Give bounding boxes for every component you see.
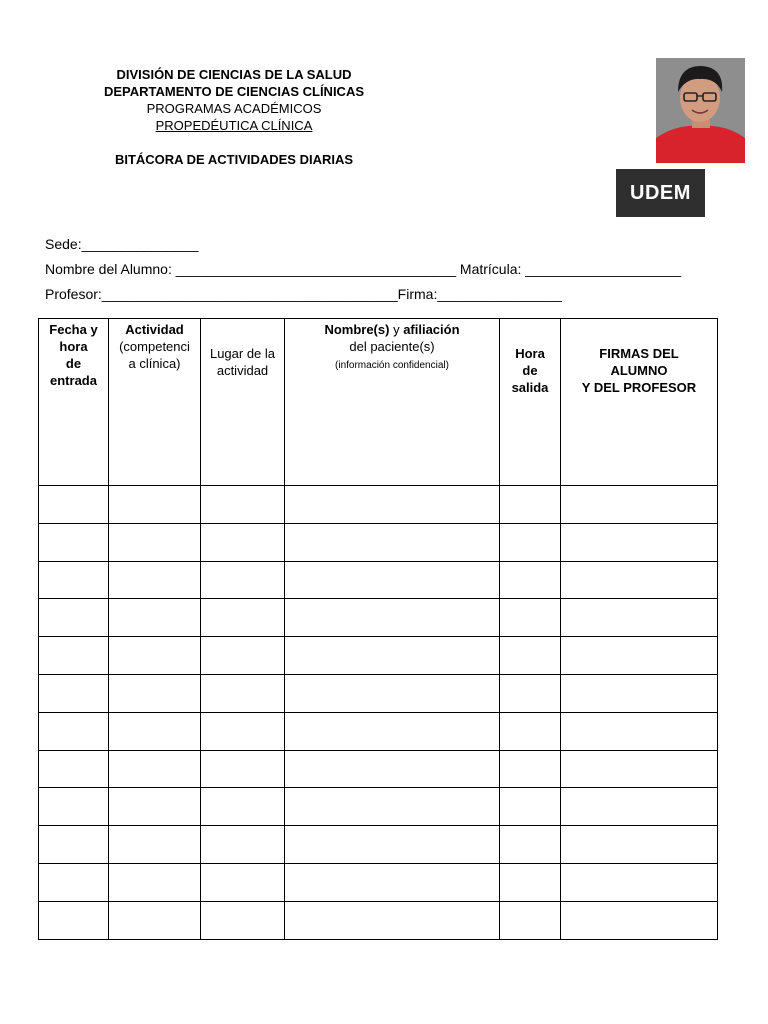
log-title: BITÁCORA DE ACTIVIDADES DIARIAS <box>114 152 354 167</box>
table-row <box>39 788 718 826</box>
cell-nombre[interactable] <box>285 901 500 939</box>
cell-hora-salida[interactable] <box>500 750 561 788</box>
cell-nombre[interactable] <box>285 599 500 637</box>
col-header-nombre-l1 <box>285 321 499 338</box>
cell-fecha[interactable] <box>39 637 109 675</box>
sede-field[interactable]: Sede:_______________ <box>45 236 199 252</box>
col-header-actividad <box>109 319 201 486</box>
cell-firmas[interactable] <box>561 674 718 712</box>
cell-hora-salida[interactable] <box>500 788 561 826</box>
cell-actividad[interactable] <box>109 863 201 901</box>
cell-hora-salida[interactable] <box>500 599 561 637</box>
col-header-nombre-l2: del paciente(s) <box>349 339 435 354</box>
table-row <box>39 826 718 864</box>
cell-lugar[interactable] <box>201 712 285 750</box>
udem-logo: UDEM <box>616 169 705 217</box>
cell-fecha[interactable] <box>39 826 109 864</box>
cell-lugar[interactable] <box>201 637 285 675</box>
col-header-nombre-bold1: Nombre(s) <box>324 322 390 337</box>
cell-hora-salida[interactable] <box>500 561 561 599</box>
cell-lugar[interactable] <box>201 561 285 599</box>
table-row <box>39 750 718 788</box>
cell-fecha[interactable] <box>39 750 109 788</box>
table-row <box>39 863 718 901</box>
cell-firmas[interactable] <box>561 826 718 864</box>
cell-actividad[interactable] <box>109 674 201 712</box>
cell-firmas[interactable] <box>561 486 718 524</box>
col-header-firmas-l3: Y DEL PROFESOR <box>581 380 697 395</box>
student-portrait-icon <box>656 58 745 163</box>
col-header-nombre-mid: y <box>389 322 404 337</box>
cell-lugar[interactable] <box>201 826 285 864</box>
col-header-lugar <box>201 319 285 486</box>
cell-hora-salida[interactable] <box>500 863 561 901</box>
cell-lugar[interactable] <box>201 599 285 637</box>
cell-nombre[interactable] <box>285 561 500 599</box>
cell-lugar[interactable] <box>201 486 285 524</box>
col-header-lugar-l1: Lugar de la <box>209 346 276 361</box>
cell-actividad[interactable] <box>109 486 201 524</box>
cell-lugar[interactable] <box>201 863 285 901</box>
cell-hora-salida[interactable] <box>500 523 561 561</box>
cell-lugar[interactable] <box>201 901 285 939</box>
col-header-firmas-l1: FIRMAS DEL <box>599 346 679 361</box>
table-header-row <box>39 319 718 486</box>
cell-fecha[interactable] <box>39 863 109 901</box>
student-photo <box>656 58 745 163</box>
cell-fecha[interactable] <box>39 599 109 637</box>
col-header-nombre-note: (información confidencial) <box>335 360 449 371</box>
cell-actividad[interactable] <box>109 712 201 750</box>
col-header-actividad-l1: Actividad <box>125 322 184 337</box>
cell-hora-salida[interactable] <box>500 674 561 712</box>
cell-firmas[interactable] <box>561 637 718 675</box>
cell-nombre[interactable] <box>285 486 500 524</box>
table-row <box>39 523 718 561</box>
cell-fecha[interactable] <box>39 486 109 524</box>
col-header-firmas <box>561 319 718 486</box>
division-title: DIVISIÓN DE CIENCIAS DE LA SALUD <box>116 67 352 82</box>
cell-hora-salida[interactable] <box>500 637 561 675</box>
cell-actividad[interactable] <box>109 750 201 788</box>
cell-hora-salida[interactable] <box>500 712 561 750</box>
cell-fecha[interactable] <box>39 788 109 826</box>
cell-hora-salida[interactable] <box>500 486 561 524</box>
form-fields <box>45 234 681 309</box>
cell-fecha[interactable] <box>39 523 109 561</box>
cell-firmas[interactable] <box>561 561 718 599</box>
cell-firmas[interactable] <box>561 523 718 561</box>
col-header-fecha-l1: Fecha y <box>49 322 98 337</box>
table-row <box>39 674 718 712</box>
cell-nombre[interactable] <box>285 863 500 901</box>
table-row <box>39 637 718 675</box>
student-name-field[interactable]: Nombre del Alumno: ____________________________________ Matrícula: ____________________ <box>45 261 681 277</box>
cell-firmas[interactable] <box>561 863 718 901</box>
table-row <box>39 561 718 599</box>
professor-field[interactable]: Profesor:______________________________________Firma:________________ <box>45 286 562 302</box>
cell-actividad[interactable] <box>109 561 201 599</box>
table-row <box>39 901 718 939</box>
cell-firmas[interactable] <box>561 599 718 637</box>
col-header-firmas-l2: ALUMNO <box>610 363 668 378</box>
activity-log-table <box>38 318 718 940</box>
cell-nombre[interactable] <box>285 826 500 864</box>
cell-fecha[interactable] <box>39 674 109 712</box>
cell-fecha[interactable] <box>39 561 109 599</box>
document-header <box>60 66 408 168</box>
cell-actividad[interactable] <box>109 826 201 864</box>
col-header-hora-l3: salida <box>511 380 549 395</box>
cell-nombre[interactable] <box>285 674 500 712</box>
cell-nombre[interactable] <box>285 523 500 561</box>
col-header-fecha-l4: entrada <box>50 373 97 388</box>
cell-hora-salida[interactable] <box>500 901 561 939</box>
cell-nombre[interactable] <box>285 750 500 788</box>
table-row <box>39 712 718 750</box>
cell-firmas[interactable] <box>561 750 718 788</box>
cell-firmas[interactable] <box>561 788 718 826</box>
col-header-actividad-l3: a clínica) <box>128 356 181 371</box>
cell-lugar[interactable] <box>201 750 285 788</box>
col-header-hora-l2: de <box>522 363 538 378</box>
col-header-fecha <box>39 319 109 486</box>
col-header-lugar-l2: actividad <box>216 363 269 378</box>
programs-title: PROGRAMAS ACADÉMICOS <box>146 101 322 116</box>
col-header-hora-salida <box>500 319 561 486</box>
cell-lugar[interactable] <box>201 523 285 561</box>
table-row <box>39 599 718 637</box>
cell-actividad[interactable] <box>109 637 201 675</box>
table-body <box>39 486 718 940</box>
cell-lugar[interactable] <box>201 788 285 826</box>
col-header-actividad-l2: (competenci <box>119 339 190 354</box>
cell-actividad[interactable] <box>109 599 201 637</box>
cell-nombre[interactable] <box>285 788 500 826</box>
cell-fecha[interactable] <box>39 712 109 750</box>
cell-fecha[interactable] <box>39 901 109 939</box>
col-header-fecha-l3: de <box>65 356 82 371</box>
cell-firmas[interactable] <box>561 901 718 939</box>
cell-hora-salida[interactable] <box>500 826 561 864</box>
col-header-fecha-l2: hora <box>59 339 88 354</box>
cell-actividad[interactable] <box>109 788 201 826</box>
table-row <box>39 486 718 524</box>
col-header-hora-l1: Hora <box>515 346 545 361</box>
cell-firmas[interactable] <box>561 712 718 750</box>
course-title: PROPEDÉUTICA CLÍNICA <box>155 118 313 133</box>
col-header-nombre-bold2: afiliación <box>403 322 460 337</box>
cell-lugar[interactable] <box>201 674 285 712</box>
cell-actividad[interactable] <box>109 523 201 561</box>
cell-nombre[interactable] <box>285 712 500 750</box>
col-header-nombre <box>285 319 500 486</box>
cell-actividad[interactable] <box>109 901 201 939</box>
cell-nombre[interactable] <box>285 637 500 675</box>
department-title: DEPARTAMENTO DE CIENCIAS CLÍNICAS <box>103 84 364 99</box>
